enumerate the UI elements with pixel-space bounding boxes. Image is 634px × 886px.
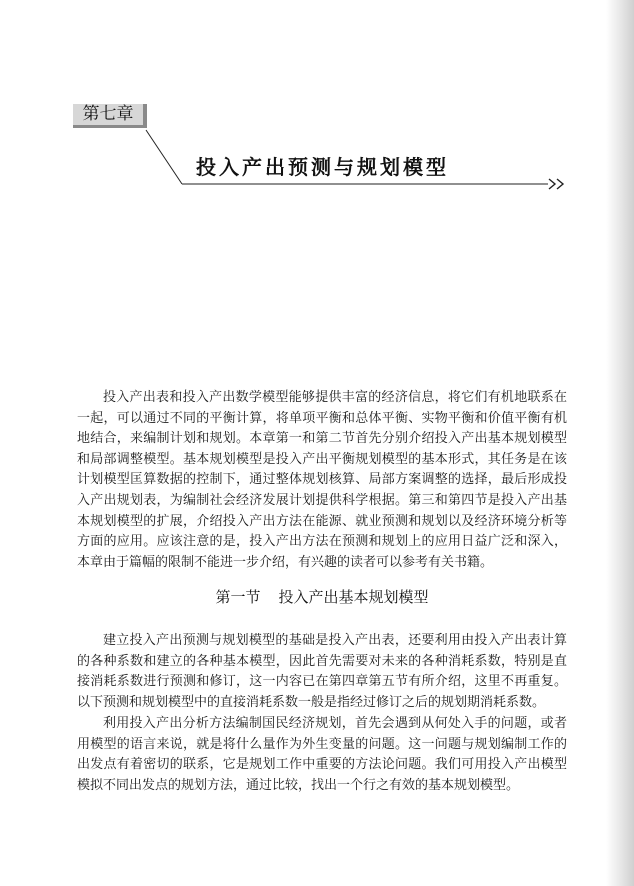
section-number: 第一节 bbox=[215, 588, 261, 606]
diagonal-connector-line bbox=[146, 130, 182, 184]
chevron-right-icon bbox=[557, 179, 563, 189]
chevron-right-icon bbox=[549, 179, 555, 189]
section-title: 投入产出基本规划模型 bbox=[278, 588, 429, 606]
body-paragraph: 利用投入产出分析方法编制国民经济规划，首先会遇到从何处入手的问题，或者用模型的语言来说，就是将什么量作为外生变量的问题。这一问题与规划编制工作的出发点有着密切的联系，它是规划工作中重要的方法论问题。我们可用投入产出模型模拟不同出发点的规划方法，通过比较，找出一个行之有效的基本规划模型。 bbox=[77, 716, 567, 793]
chapter-label: 第七章 bbox=[73, 104, 143, 125]
intro-paragraph: 投入产出表和投入产出数学模型能够提供丰富的经济信息，将它们有机地联系在一起，可以通过不同的平衡计算，将单项平衡和总体平衡、实物平衡和价值平衡有机地结合，来编制计划和规划。本章第一和第二节首先分别介绍投入产出基本规划模型和局部调整模型。基本规划模型是投入产出平衡规划模型的基本形式，其任务是在该计划模型匡算数据的控制下，通过整体规划核算、局部方案调整的选择，最后形成投入产出规划表，为编制社会经济发展计划提供科学根据。第三和第四节是投入产出基本规划模型的扩展，介绍投入产出方法在能源、就业预测和规划以及经济环境分析等方面的应用。应该注意的是，投入产出方法在预测和规划上的应用日益广泛和深入，本章由于篇幅的限制不能进一步介绍，有兴趣的读者可以参考有关书籍。 bbox=[77, 390, 567, 570]
chapter-title: 投入产出预测与规划模型 bbox=[196, 155, 449, 179]
body-paragraph: 建立投入产出预测与规划模型的基础是投入产出表，还要利用由投入产出表计算的各种系数和建立的各种基本模型，因此首先需要对未来的各种消耗系数，特别是直接消耗系数进行预测和修订，这一内容已在第四章第五节有所介绍，这里不再重复。以下预测和规划模型中的直接消耗系数一般是指经过修订之后的规划期消耗系数。 bbox=[77, 633, 567, 710]
section-heading bbox=[77, 586, 567, 608]
